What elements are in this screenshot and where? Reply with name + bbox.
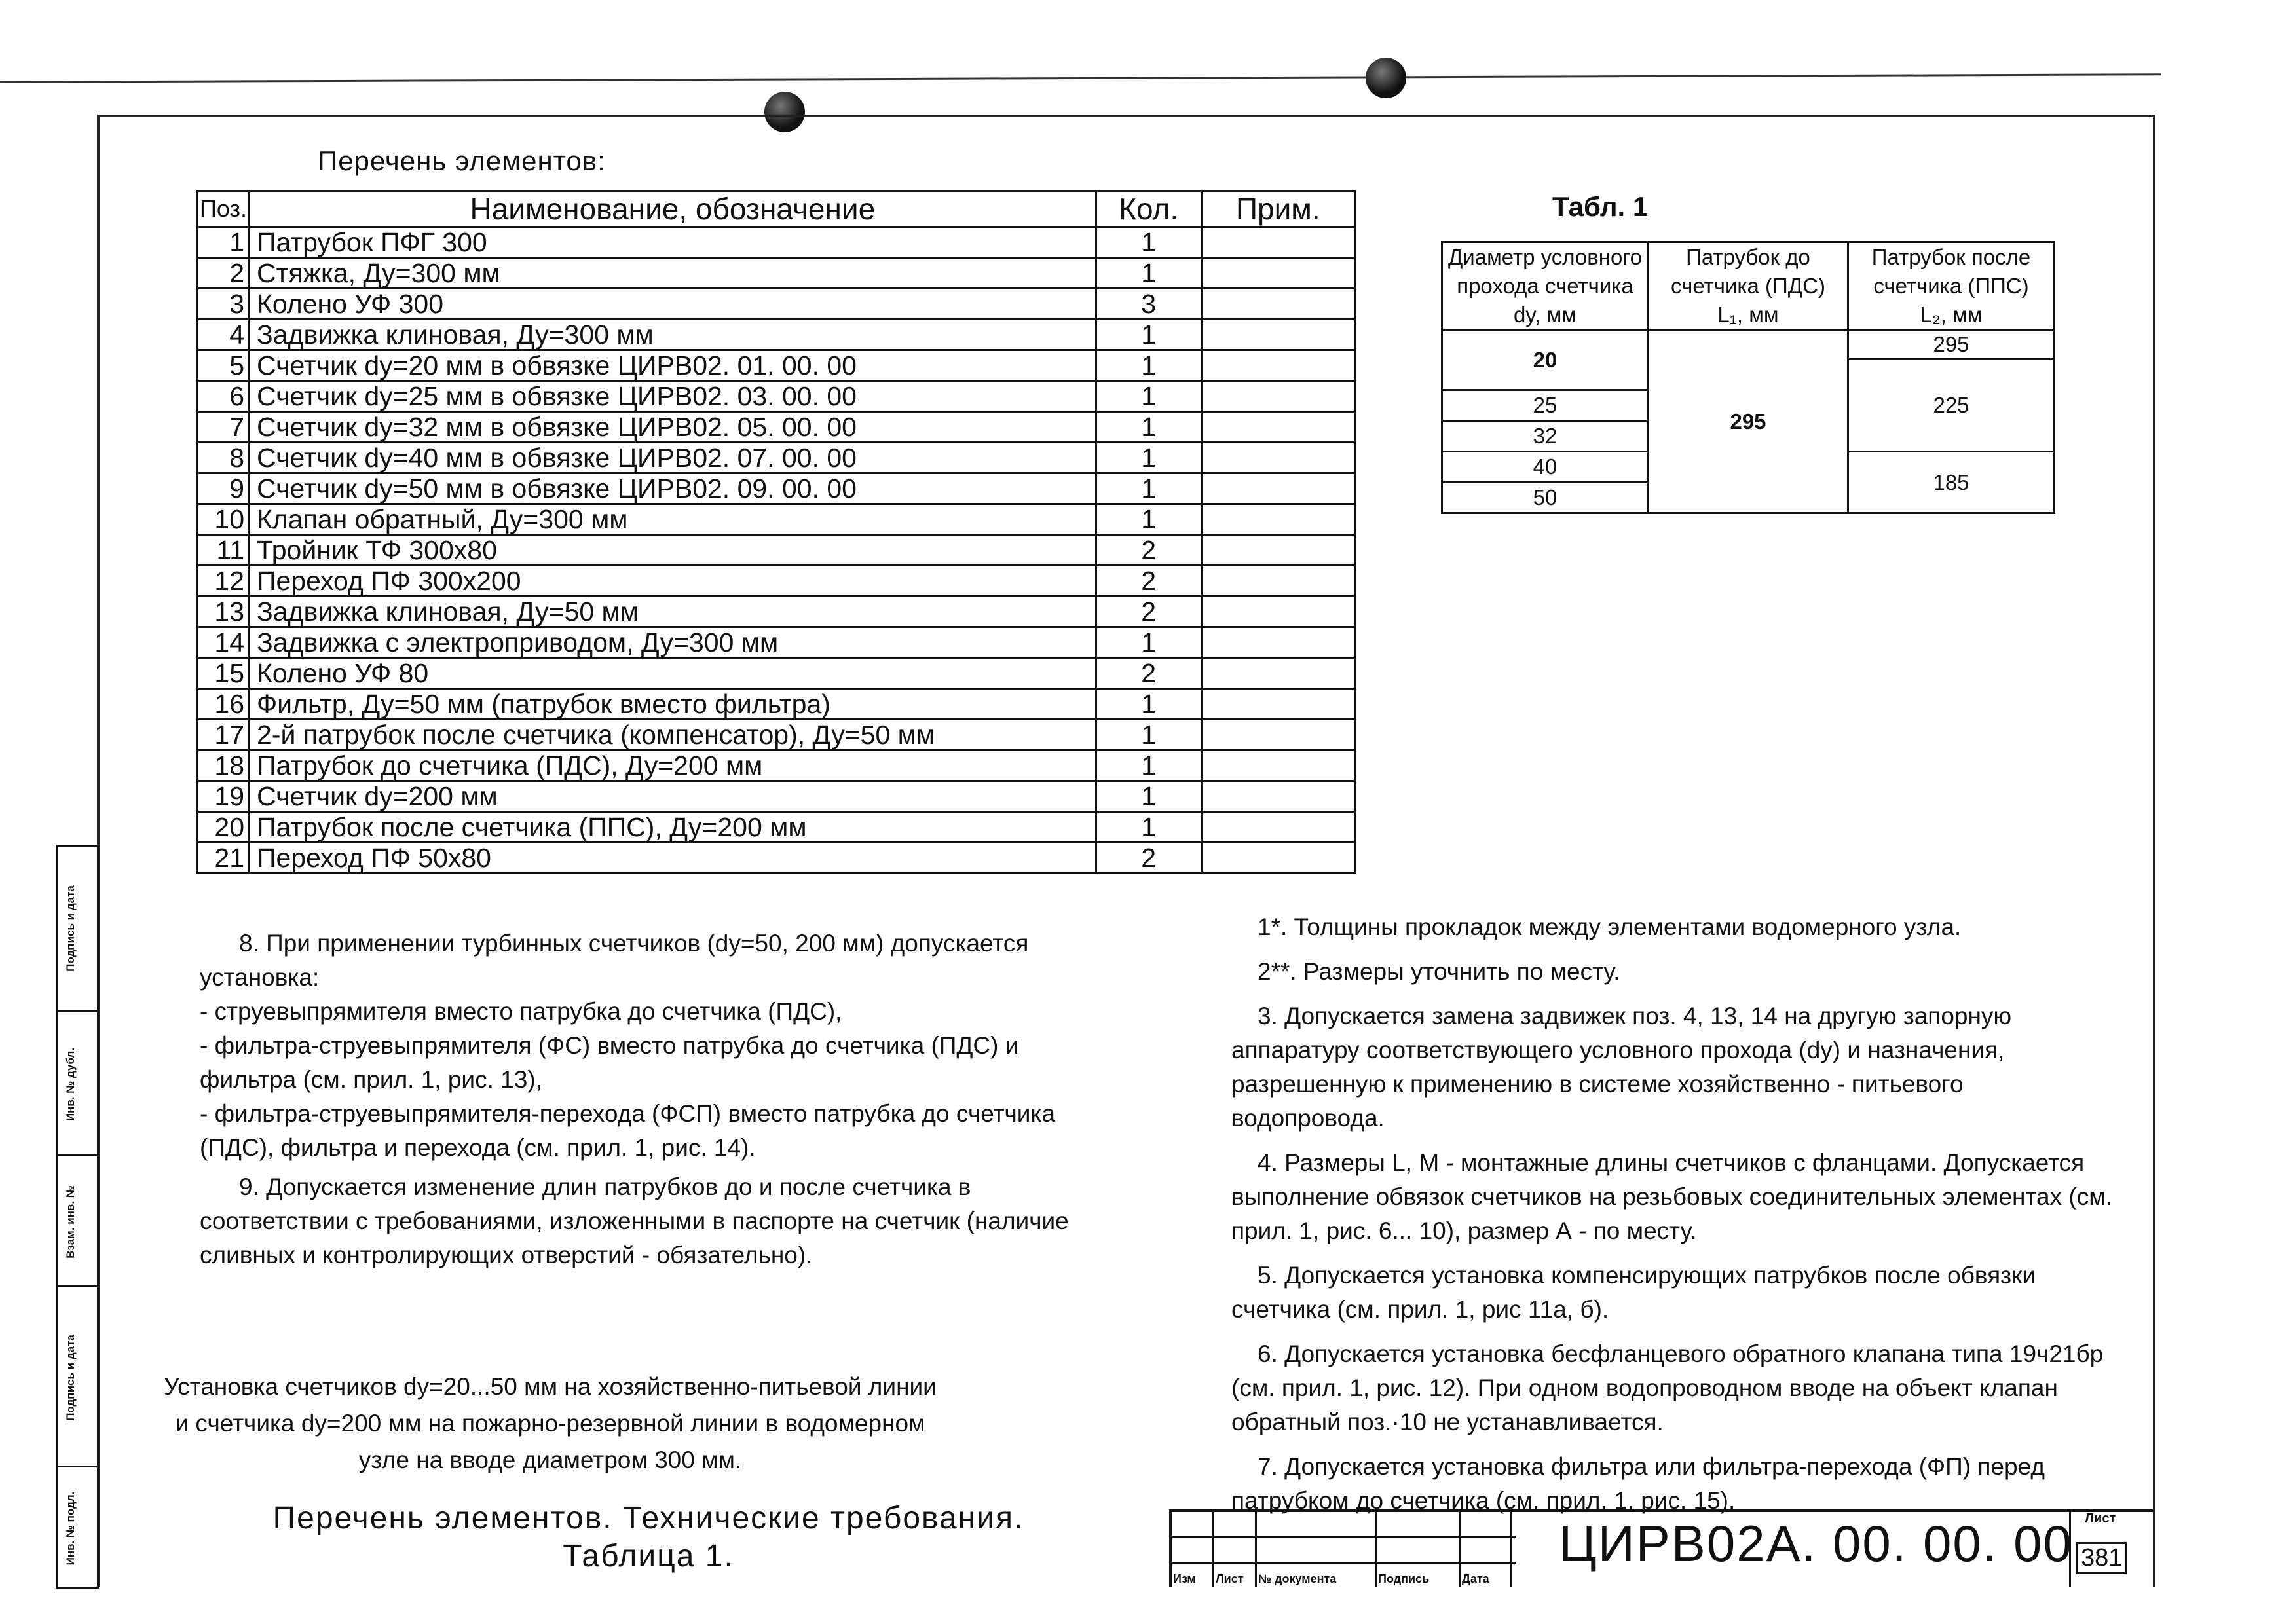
row-note [1201, 320, 1354, 350]
sheet-number: 381 [2076, 1542, 2127, 1574]
row-name: Колено УФ 300 [250, 289, 1096, 320]
row-pos: 4 [198, 320, 250, 350]
row-name: Счетчик dy=25 мм в обвязке ЦИРВ02. 03. 00. 00 [250, 381, 1096, 412]
row-note [1201, 443, 1354, 473]
table-row [198, 320, 1355, 350]
row-name: Патрубок ПФГ 300 [250, 227, 1096, 258]
row-name: Задвижка клиновая, Ду=50 мм [250, 597, 1096, 627]
table-row [198, 597, 1355, 627]
row-pos: 5 [198, 350, 250, 381]
table1-cell-dy: 40 [1442, 452, 1649, 483]
row-qty: 2 [1096, 566, 1201, 597]
notes-left [200, 927, 1117, 1272]
row-note [1201, 750, 1354, 781]
row-name: Фильтр, Ду=50 мм (патрубок вместо фильтра) [250, 689, 1096, 720]
table-header-row [198, 191, 1355, 227]
table-row [198, 843, 1355, 874]
side-stamp-strip [56, 845, 99, 1589]
row-note [1201, 843, 1354, 874]
row-qty: 1 [1096, 812, 1201, 843]
row-pos: 3 [198, 289, 250, 320]
row-note [1201, 812, 1354, 843]
row-qty: 1 [1096, 227, 1201, 258]
table-row [198, 689, 1355, 720]
table-row [198, 720, 1355, 750]
row-name: Патрубок до счетчика (ПДС), Ду=200 мм [250, 750, 1096, 781]
col-header-name: Наименование, обозначение [250, 191, 1096, 227]
stamp-label: Лист [1216, 1572, 1244, 1585]
row-note [1201, 781, 1354, 812]
sheet-label: Лист [2085, 1511, 2116, 1526]
stamp-label: Дата [1462, 1572, 1489, 1585]
table-row [198, 258, 1355, 289]
table1-cell-dy: 20 [1442, 331, 1649, 390]
table-row [198, 350, 1355, 381]
row-qty: 1 [1096, 720, 1201, 750]
table1-title: Табл. 1 [1552, 191, 1649, 222]
side-label: Инв. № подл. [64, 1491, 77, 1565]
row-pos: 12 [198, 566, 250, 597]
table-row [198, 750, 1355, 781]
row-name: Колено УФ 80 [250, 658, 1096, 689]
col-header-note: Прим. [1201, 191, 1354, 227]
row-name: Патрубок после счетчика (ППС), Ду=200 мм [250, 812, 1096, 843]
table-row [198, 781, 1355, 812]
table1-header-row [1442, 242, 2055, 331]
row-pos: 1 [198, 227, 250, 258]
table1 [1441, 241, 2055, 514]
row-qty: 1 [1096, 504, 1201, 535]
note-item: - фильтра-струевыпрямителя (ФС) вместо патрубка до счетчика (ПДС) и фильтра (см. прил. 1, рис. 13), [200, 1032, 1019, 1093]
table1-cell-pps: 225 [1848, 359, 2055, 452]
table1-cell-pps: 295 [1848, 331, 2055, 359]
side-label: Инв. № дубл. [64, 1047, 77, 1122]
row-name: Счетчик dy=32 мм в обвязке ЦИРВ02. 05. 00. 00 [250, 412, 1096, 443]
note-item: 5. Допускается установка компенсирующих патрубков после обвязки счетчика (см. прил. 1, рис 11а, б). [1231, 1262, 2036, 1323]
row-qty: 1 [1096, 473, 1201, 504]
note-item: 3. Допускается замена задвижек поз. 4, 13, 14 на другую запорную аппаратуру соответствующего условного прохода (dy) и назначения, разрешенную к применению в системе хозяйственно - питьевого водопровода. [1231, 1003, 2012, 1132]
table-row [198, 658, 1355, 689]
row-name: Стяжка, Ду=300 мм [250, 258, 1096, 289]
row-qty: 1 [1096, 381, 1201, 412]
note-item: - струевыпрямителя вместо патрубка до счетчика (ПДС), [200, 998, 842, 1025]
stamp-label: Подпись [1378, 1572, 1430, 1585]
row-qty: 1 [1096, 320, 1201, 350]
table-row [198, 812, 1355, 843]
stamp-label: Изм [1173, 1572, 1196, 1585]
table1-cell-dy: 50 [1442, 483, 1649, 513]
table-row [198, 504, 1355, 535]
row-note [1201, 412, 1354, 443]
row-qty: 1 [1096, 750, 1201, 781]
row-note [1201, 627, 1354, 658]
elements-table [196, 190, 1356, 874]
document-number: ЦИРВ02А. 00. 00. 00 [1559, 1515, 2073, 1572]
note-item: 8. При применении турбинных счетчиков (dy=50, 200 мм) допускается установка: [200, 930, 1029, 991]
sheet-title [157, 1500, 1140, 1576]
row-note [1201, 689, 1354, 720]
row-name: Задвижка с электроприводом, Ду=300 мм [250, 627, 1096, 658]
row-qty: 1 [1096, 781, 1201, 812]
col-header-qty: Кол. [1096, 191, 1201, 227]
row-pos: 7 [198, 412, 250, 443]
table1-header-pds: Патрубок до счетчика (ПДС) L₁, мм [1649, 242, 1848, 331]
note-item: 7. Допускается установка фильтра или фильтра-перехода (ФП) перед патрубком до счетчика (см. прил. 1, рис. 15). [1231, 1453, 2045, 1514]
row-pos: 8 [198, 443, 250, 473]
row-qty: 3 [1096, 289, 1201, 320]
row-pos: 14 [198, 627, 250, 658]
row-name: Тройник ТФ 300х80 [250, 535, 1096, 566]
table-row [198, 566, 1355, 597]
row-pos: 6 [198, 381, 250, 412]
notes-right [1231, 910, 2116, 1518]
row-note [1201, 258, 1354, 289]
side-label: Подпись и дата [64, 1334, 77, 1421]
row-qty: 1 [1096, 258, 1201, 289]
row-note [1201, 473, 1354, 504]
stamp-label: № документа [1258, 1572, 1337, 1585]
table1-cell-dy: 32 [1442, 421, 1649, 452]
table-row [198, 412, 1355, 443]
table-row [198, 473, 1355, 504]
note-item: 2**. Размеры уточнить по месту. [1258, 958, 1620, 985]
row-pos: 17 [198, 720, 250, 750]
table-row [198, 443, 1355, 473]
row-qty: 2 [1096, 843, 1201, 874]
table-row [198, 381, 1355, 412]
row-note [1201, 597, 1354, 627]
table1-cell-pds: 295 [1649, 331, 1848, 513]
row-pos: 20 [198, 812, 250, 843]
row-name: Клапан обратный, Ду=300 мм [250, 504, 1096, 535]
row-pos: 18 [198, 750, 250, 781]
sheet-title-line: Перечень элементов. Технические требования. [272, 1501, 1024, 1536]
row-qty: 1 [1096, 627, 1201, 658]
table-row [198, 627, 1355, 658]
binder-hole-icon [1366, 58, 1406, 98]
table1-header-dy: Диаметр условного прохода счетчика dy, мм [1442, 242, 1649, 331]
row-name: Счетчик dy=200 мм [250, 781, 1096, 812]
row-pos: 2 [198, 258, 250, 289]
row-note [1201, 289, 1354, 320]
row-pos: 11 [198, 535, 250, 566]
table1-header-pps: Патрубок после счетчика (ППС) L₂, мм [1848, 242, 2055, 331]
row-pos: 21 [198, 843, 250, 874]
note-item: 6. Допускается установка бесфланцевого обратного клапана типа 19ч21бр (см. прил. 1, рис. 12). При одном водопроводном вводе на объект клапан обратный поз.·10 не устанавливается. [1231, 1340, 2104, 1435]
sheet-top-edge [0, 73, 2161, 83]
col-header-pos: Поз. [198, 191, 250, 227]
row-qty: 1 [1096, 350, 1201, 381]
row-note [1201, 227, 1354, 258]
row-pos: 10 [198, 504, 250, 535]
row-pos: 16 [198, 689, 250, 720]
list-title: Перечень элементов: [318, 145, 606, 176]
table1-cell-dy: 25 [1442, 390, 1649, 421]
row-note [1201, 504, 1354, 535]
sheet-title-line: Таблица 1. [563, 1539, 734, 1574]
drawing-caption: Установка счетчиков dy=20...50 мм на хозяйственно-питьевой линии и счетчика dy=200 мм на пожарно-резервной линии в водомерном узле на вводе диаметром 300 мм. [164, 1373, 937, 1473]
note-item: 9. Допускается изменение длин патрубков до и после счетчика в соответствии с требованиями, изложенными в паспорте на счетчик (наличие сливных и контролирующих отверстий - обязательно). [200, 1173, 1069, 1268]
row-name: Счетчик dy=40 мм в обвязке ЦИРВ02. 07. 00. 00 [250, 443, 1096, 473]
row-note [1201, 566, 1354, 597]
row-name: Переход ПФ 50х80 [250, 843, 1096, 874]
row-pos: 9 [198, 473, 250, 504]
row-qty: 2 [1096, 597, 1201, 627]
note-item: 1*. Толщины прокладок между элементами водомерного узла. [1258, 913, 1962, 940]
note-item: - фильтра-струевыпрямителя-перехода (ФСП) вместо патрубка до счетчика (ПДС), фильтра и перехода (см. прил. 1, рис. 14). [200, 1100, 1056, 1161]
row-qty: 1 [1096, 443, 1201, 473]
row-pos: 19 [198, 781, 250, 812]
side-label: Взам. инв. № [64, 1185, 77, 1259]
row-name: Переход ПФ 300х200 [250, 566, 1096, 597]
row-note [1201, 535, 1354, 566]
row-note [1201, 381, 1354, 412]
side-label: Подпись и дата [64, 885, 77, 972]
row-name: 2-й патрубок после счетчика (компенсатор), Ду=50 мм [250, 720, 1096, 750]
row-qty: 2 [1096, 658, 1201, 689]
row-name: Счетчик dy=50 мм в обвязке ЦИРВ02. 09. 00. 00 [250, 473, 1096, 504]
row-note [1201, 658, 1354, 689]
row-qty: 2 [1096, 535, 1201, 566]
row-note [1201, 350, 1354, 381]
table-row [198, 535, 1355, 566]
table1-cell-pps: 185 [1848, 452, 2055, 513]
row-qty: 1 [1096, 689, 1201, 720]
row-name: Счетчик dy=20 мм в обвязке ЦИРВ02. 01. 00. 00 [250, 350, 1096, 381]
row-qty: 1 [1096, 412, 1201, 443]
row-name: Задвижка клиновая, Ду=300 мм [250, 320, 1096, 350]
table-row [198, 227, 1355, 258]
table-row [198, 289, 1355, 320]
row-note [1201, 720, 1354, 750]
row-pos: 15 [198, 658, 250, 689]
note-item: 4. Размеры L, M - монтажные длины счетчиков с фланцами. Допускается выполнение обвязок счетчиков на резьбовых соединительных элементах (см. прил. 1, рис. 6... 10), размер А - по месту. [1231, 1149, 2112, 1244]
row-pos: 13 [198, 597, 250, 627]
